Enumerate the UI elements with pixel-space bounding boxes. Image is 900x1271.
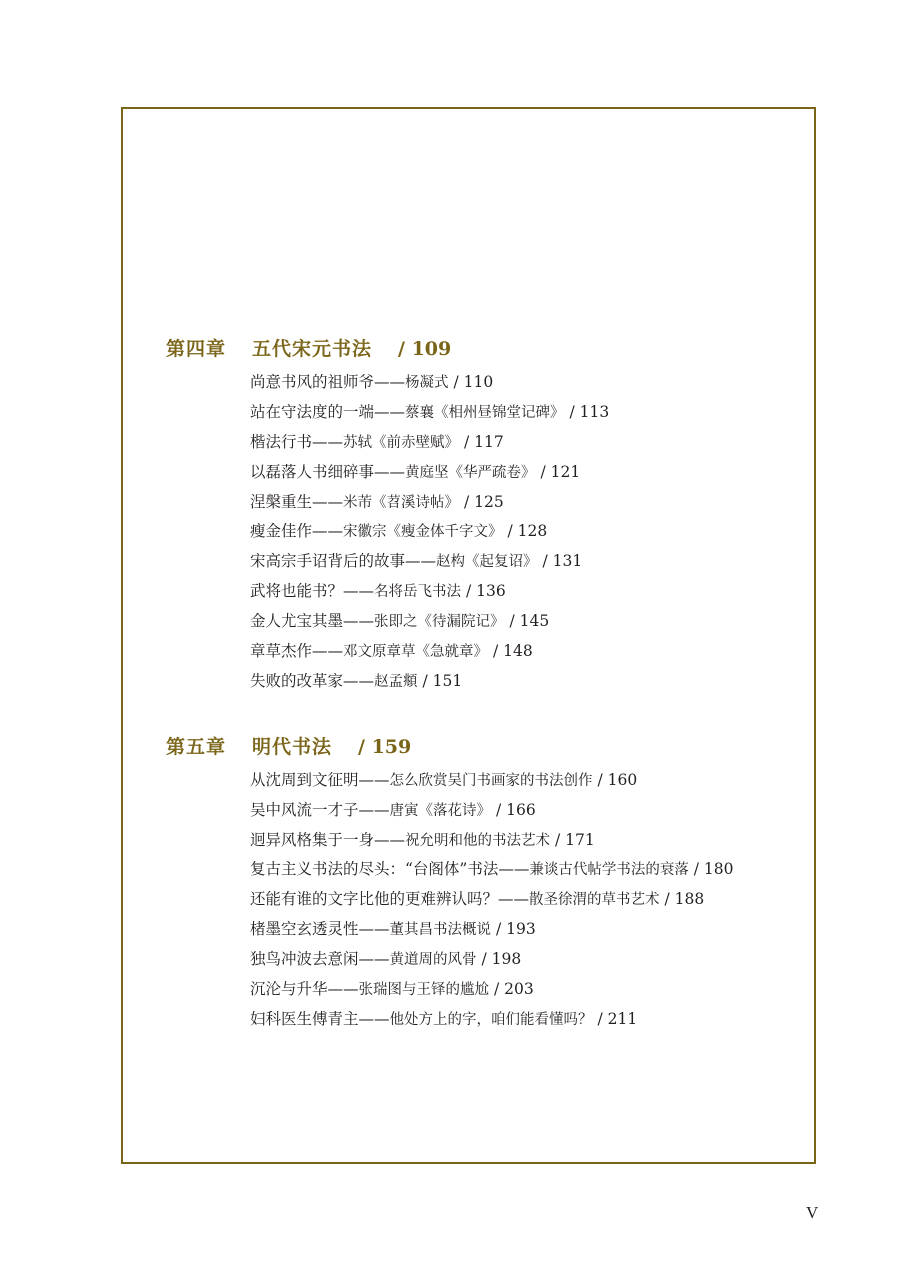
toc-entry[interactable]	[250, 577, 806, 607]
entry-title: 独鸟冲波去意闲——	[250, 950, 390, 969]
entry-subtitle: 名将岳飞书法	[374, 584, 462, 601]
toc-entry[interactable]	[250, 607, 806, 637]
toc-entry[interactable]	[250, 885, 806, 915]
entry-title: 楮墨空玄透灵性——	[250, 920, 390, 939]
toc-entry[interactable]	[250, 826, 806, 856]
entry-page-number: / 117	[459, 432, 504, 451]
toc-entry[interactable]	[250, 975, 806, 1005]
entry-page-number: / 121	[535, 462, 581, 481]
entry-page-number: / 148	[488, 642, 533, 661]
entry-subtitle: 怎么欣赏吴门书画家的书法创作	[389, 772, 593, 789]
chapter-number: 第五章	[166, 735, 227, 758]
chapter-4	[166, 330, 806, 697]
toc-entry[interactable]	[250, 488, 806, 518]
entry-title: 复古主义书法的尽头：“台阁体”书法——	[250, 860, 530, 879]
entry-subtitle: 祝允明和他的书法艺术	[405, 832, 551, 849]
chapter-page-number: / 159	[358, 735, 412, 758]
entry-title: 还能有谁的文字比他的更难辨认吗？——	[250, 890, 530, 909]
entry-subtitle: 他处方上的字，咱们能看懂吗？	[389, 1011, 593, 1028]
entry-title: 金人尤宝其墨——	[250, 612, 375, 631]
entry-page-number: / 145	[504, 612, 550, 631]
entry-subtitle: 米芾《苕溪诗帖》	[343, 494, 460, 511]
entry-page-number: / 160	[592, 770, 638, 789]
entry-title: 宋高宗手诏背后的故事——	[250, 552, 437, 571]
toc-entry[interactable]	[250, 915, 806, 945]
chapter-entries	[166, 766, 806, 1035]
entry-title: 吴中风流一才子——	[250, 800, 390, 819]
toc-entry[interactable]	[250, 1005, 806, 1035]
entry-title: 从沈周到文征明——	[250, 770, 390, 789]
entry-page-number: / 113	[564, 402, 610, 421]
table-of-contents	[166, 330, 806, 1066]
toc-entry[interactable]	[250, 428, 806, 458]
entry-title: 沉沦与升华——	[250, 980, 359, 999]
entry-subtitle: 唐寅《落花诗》	[389, 802, 492, 819]
entry-subtitle: 黄道周的风骨	[389, 952, 477, 969]
toc-entry[interactable]	[250, 517, 806, 547]
entry-subtitle: 宋徽宗《瘦金体千字文》	[343, 524, 503, 541]
entry-page-number: / 110	[448, 373, 494, 391]
entry-title: 章草杰作——	[250, 642, 344, 661]
entry-title: 迥异风格集于一身——	[250, 830, 406, 849]
toc-entry[interactable]	[250, 458, 806, 488]
chapter-title: 五代宋元书法	[252, 338, 373, 360]
toc-entry[interactable]	[250, 766, 806, 796]
entry-page-number: / 211	[592, 1009, 638, 1028]
chapter-title: 明代书法	[252, 735, 333, 758]
toc-entry[interactable]	[250, 945, 806, 975]
entry-subtitle: 张瑞图与王铎的尴尬	[358, 982, 490, 999]
entry-title: 瘦金佳作——	[250, 522, 344, 541]
entry-page-number: / 180	[688, 860, 734, 879]
entry-title: 站在守法度的一端——	[250, 402, 406, 421]
entry-subtitle: 赵构《起复诏》	[436, 554, 538, 571]
entry-title: 涅槃重生——	[250, 492, 344, 511]
entry-title: 失败的改革家——	[250, 671, 375, 690]
chapter-page-number: / 109	[398, 338, 452, 360]
toc-entry[interactable]	[250, 796, 806, 826]
entry-subtitle: 散圣徐渭的草书艺术	[529, 892, 660, 909]
entry-title: 武将也能书？——	[250, 582, 375, 601]
entry-subtitle: 蔡襄《相州昼锦堂记碑》	[405, 404, 565, 421]
chapter-entries	[166, 368, 806, 697]
entry-page-number: / 188	[659, 890, 705, 909]
chapter-heading[interactable]	[166, 330, 806, 368]
entry-page-number: / 198	[476, 950, 522, 969]
toc-entry[interactable]	[250, 637, 806, 667]
entry-page-number: / 125	[459, 492, 504, 511]
entry-subtitle: 董其昌书法概说	[389, 922, 492, 939]
entry-page-number: / 171	[550, 830, 595, 849]
entry-page-number: / 166	[491, 800, 536, 819]
entry-page-number: / 203	[489, 980, 534, 999]
entry-title: 妇科医生傅青主——	[250, 1009, 390, 1028]
toc-entry[interactable]	[250, 398, 806, 428]
toc-entry[interactable]	[250, 855, 806, 885]
toc-entry[interactable]	[250, 368, 806, 398]
entry-page-number: / 131	[537, 552, 583, 571]
entry-page-number: / 128	[502, 522, 548, 541]
entry-subtitle: 邓文原章草《急就章》	[343, 644, 489, 661]
chapter-5	[166, 728, 806, 1035]
entry-subtitle: 赵孟頫	[374, 673, 418, 690]
entry-title: 以磊落人书细碎事——	[250, 462, 406, 481]
entry-title: 楷法行书——	[250, 432, 344, 451]
page-folio: V	[806, 1203, 819, 1222]
entry-subtitle: 黄庭坚《华严疏卷》	[405, 464, 536, 481]
entry-subtitle: 杨凝式	[405, 375, 449, 391]
toc-entry[interactable]	[250, 667, 806, 697]
entry-page-number: / 193	[491, 920, 536, 939]
entry-page-number: / 136	[461, 582, 506, 601]
toc-entry[interactable]	[250, 547, 806, 577]
entry-page-number: / 151	[417, 671, 463, 690]
chapter-number: 第四章	[166, 338, 227, 360]
entry-subtitle: 苏轼《前赤壁赋》	[343, 434, 460, 451]
entry-title: 尚意书风的祖师爷——	[250, 373, 406, 391]
entry-subtitle: 张即之《待漏院记》	[374, 614, 505, 631]
entry-subtitle: 兼谈古代帖学书法的衰落	[529, 862, 689, 879]
chapter-heading[interactable]	[166, 728, 806, 766]
